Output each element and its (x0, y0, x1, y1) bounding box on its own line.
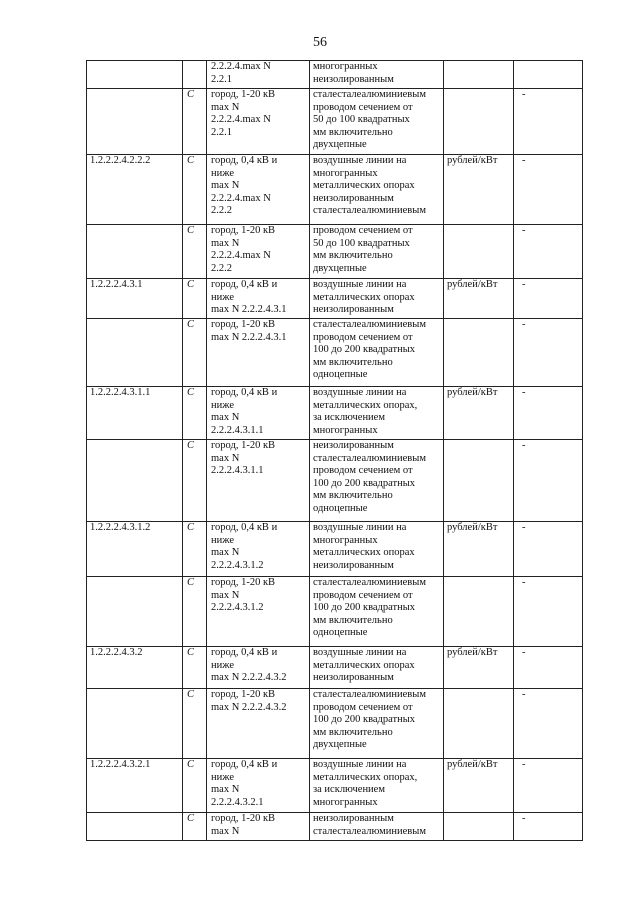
line-text-cell: неизолированным сталесталеалюминиевым (310, 813, 444, 841)
table-row (87, 387, 583, 440)
description-cell: город, 0,4 кВ и ниже max N 2.2.2.4.3.1 (207, 279, 310, 319)
category-cell: С (183, 155, 207, 225)
code-cell: 1.2.2.2.4.2.2.2 (87, 155, 183, 225)
code-cell (87, 813, 183, 841)
category-cell: С (183, 319, 207, 387)
table-row (87, 61, 583, 89)
unit-cell (444, 319, 514, 387)
code-cell: 1.2.2.2.4.3.1 (87, 279, 183, 319)
code-cell (87, 225, 183, 279)
value-cell: - (514, 522, 583, 577)
value-cell: - (514, 813, 583, 841)
line-text-cell: многогранных неизолированным (310, 61, 444, 89)
line-text-cell: сталесталеалюминиевым проводом сечением от 50 до 100 квадратных мм включительно двухцепные (310, 89, 444, 155)
code-cell: 1.2.2.2.4.3.1.1 (87, 387, 183, 440)
description-cell: 2.2.2.4.max N 2.2.1 (207, 61, 310, 89)
table-row (87, 689, 583, 759)
description-cell: город, 0,4 кВ и ниже max N 2.2.2.4.3.1.1 (207, 387, 310, 440)
table-row (87, 89, 583, 155)
unit-cell: рублей/кВт (444, 647, 514, 689)
unit-cell (444, 813, 514, 841)
unit-cell (444, 89, 514, 155)
description-cell: город, 0,4 кВ и ниже max N 2.2.2.4.3.1.2 (207, 522, 310, 577)
line-text-cell: воздушные линии на металлических опорах, за исключением многогранных (310, 387, 444, 440)
code-cell: 1.2.2.2.4.3.2 (87, 647, 183, 689)
description-cell: город, 1-20 кВ max N 2.2.2.4.max N 2.2.1 (207, 89, 310, 155)
value-cell: - (514, 279, 583, 319)
line-text-cell: сталесталеалюминиевым проводом сечением от 100 до 200 квадратных мм включительно одноцепные (310, 319, 444, 387)
table-row (87, 225, 583, 279)
unit-cell (444, 440, 514, 522)
description-cell: город, 1-20 кВ max N 2.2.2.4.3.1.1 (207, 440, 310, 522)
line-text-cell: воздушные линии на металлических опорах неизолированным (310, 647, 444, 689)
table-row (87, 522, 583, 577)
unit-cell: рублей/кВт (444, 279, 514, 319)
code-cell: 1.2.2.2.4.3.1.2 (87, 522, 183, 577)
category-cell: С (183, 89, 207, 155)
code-cell (87, 61, 183, 89)
description-cell: город, 1-20 кВ max N 2.2.2.4.max N 2.2.2 (207, 225, 310, 279)
unit-cell: рублей/кВт (444, 387, 514, 440)
category-cell: С (183, 440, 207, 522)
category-cell: С (183, 647, 207, 689)
line-text-cell: воздушные линии на многогранных металлических опорах неизолированным сталесталеалюминиевым (310, 155, 444, 225)
description-cell: город, 0,4 кВ и ниже max N 2.2.2.4.3.2.1 (207, 759, 310, 813)
description-cell: город, 1-20 кВ max N 2.2.2.4.3.1.2 (207, 577, 310, 647)
table-row (87, 155, 583, 225)
table-row (87, 813, 583, 841)
category-cell: С (183, 387, 207, 440)
category-cell: С (183, 689, 207, 759)
table-row (87, 319, 583, 387)
unit-cell (444, 61, 514, 89)
code-cell (87, 319, 183, 387)
table-row (87, 647, 583, 689)
line-text-cell: сталесталеалюминиевым проводом сечением от 100 до 200 квадратных мм включительно одноцепные (310, 577, 444, 647)
unit-cell: рублей/кВт (444, 155, 514, 225)
unit-cell (444, 577, 514, 647)
description-cell: город, 0,4 кВ и ниже max N 2.2.2.4.3.2 (207, 647, 310, 689)
table-row (87, 279, 583, 319)
table-body (87, 61, 583, 841)
value-cell: - (514, 440, 583, 522)
code-cell (87, 89, 183, 155)
code-cell: 1.2.2.2.4.3.2.1 (87, 759, 183, 813)
unit-cell (444, 225, 514, 279)
value-cell: - (514, 155, 583, 225)
line-text-cell: проводом сечением от 50 до 100 квадратных мм включительно двухцепные (310, 225, 444, 279)
tariff-table (86, 60, 583, 841)
table-row (87, 440, 583, 522)
value-cell: - (514, 647, 583, 689)
unit-cell (444, 689, 514, 759)
value-cell: - (514, 89, 583, 155)
line-text-cell: воздушные линии на металлических опорах неизолированным (310, 279, 444, 319)
value-cell (514, 61, 583, 89)
page-number: 56 (313, 35, 327, 50)
category-cell: С (183, 577, 207, 647)
code-cell (87, 577, 183, 647)
description-cell: город, 1-20 кВ max N 2.2.2.4.3.2 (207, 689, 310, 759)
line-text-cell: воздушные линии на многогранных металлических опорах неизолированным (310, 522, 444, 577)
line-text-cell: неизолированным сталесталеалюминиевым проводом сечением от 100 до 200 квадратных мм включительно одноцепные (310, 440, 444, 522)
description-cell: город, 1-20 кВ max N (207, 813, 310, 841)
value-cell: - (514, 577, 583, 647)
category-cell: С (183, 225, 207, 279)
category-cell: С (183, 522, 207, 577)
unit-cell: рублей/кВт (444, 522, 514, 577)
line-text-cell: сталесталеалюминиевым проводом сечением от 100 до 200 квадратных мм включительно двухцепные (310, 689, 444, 759)
code-cell (87, 440, 183, 522)
code-cell (87, 689, 183, 759)
table-row (87, 759, 583, 813)
value-cell: - (514, 225, 583, 279)
category-cell: С (183, 279, 207, 319)
description-cell: город, 0,4 кВ и ниже max N 2.2.2.4.max N 2.2.2 (207, 155, 310, 225)
value-cell: - (514, 689, 583, 759)
category-cell: С (183, 759, 207, 813)
value-cell: - (514, 387, 583, 440)
table-row (87, 577, 583, 647)
value-cell: - (514, 759, 583, 813)
line-text-cell: воздушные линии на металлических опорах, за исключением многогранных (310, 759, 444, 813)
category-cell (183, 61, 207, 89)
value-cell: - (514, 319, 583, 387)
description-cell: город, 1-20 кВ max N 2.2.2.4.3.1 (207, 319, 310, 387)
category-cell: С (183, 813, 207, 841)
unit-cell: рублей/кВт (444, 759, 514, 813)
